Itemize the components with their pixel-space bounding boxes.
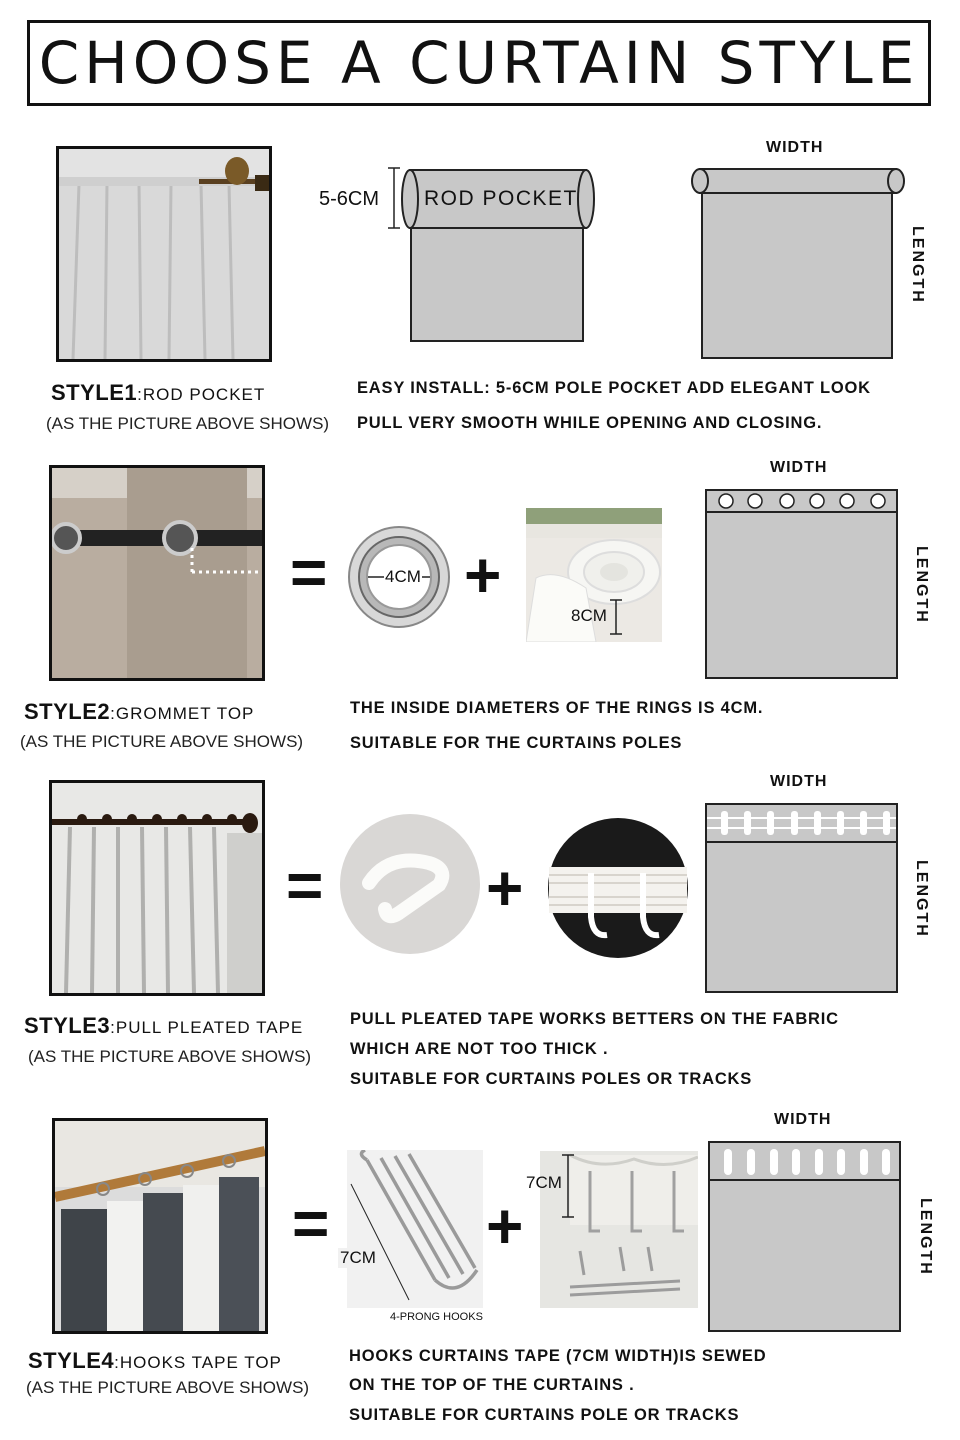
rod-pocket-panel	[410, 226, 584, 342]
style2-sub: (AS THE PICTURE ABOVE SHOWS)	[20, 732, 304, 751]
style1-name: STYLE1	[51, 380, 138, 405]
style4-plus: +	[486, 1190, 524, 1262]
style3-desc-3: SUITABLE FOR CURTAINS POLES OR TRACKS	[350, 1070, 753, 1088]
style3-photo	[49, 780, 265, 996]
style1-desc-2: PULL VERY SMOOTH WHILE OPENING AND CLOSING.	[357, 414, 823, 432]
style4-desc-1: HOOKS CURTAINS TAPE (7CM WIDTH)IS SEWED	[349, 1347, 767, 1365]
title-banner	[27, 20, 931, 106]
style3-equals: =	[286, 849, 324, 921]
style1-length-label: LENGTH	[909, 226, 926, 304]
hook-tape-photo	[540, 1151, 698, 1308]
style4-width-label: WIDTH	[774, 1111, 832, 1128]
style3-width-label: WIDTH	[770, 773, 828, 790]
style1-sub: (AS THE PICTURE ABOVE SHOWS)	[46, 414, 330, 433]
style2-caption	[24, 699, 254, 725]
ring-dim-label: 4CM	[385, 567, 421, 586]
hook-dim-label: 7CM	[340, 1248, 376, 1267]
style3-desc-2: WHICH ARE NOT TOO THICK .	[350, 1040, 609, 1058]
style3-caption	[24, 1013, 303, 1039]
style2-desc-2: SUITABLE FOR THE CURTAINS POLES	[350, 734, 683, 752]
rod-pocket-label: ROD POCKET	[424, 187, 578, 210]
style4-desc-2: ON THE TOP OF THE CURTAINS .	[349, 1376, 635, 1394]
page-title: CHOOSE A CURTAIN STYLE	[38, 29, 920, 97]
hook-tape-dim-label: 7CM	[526, 1173, 562, 1192]
style4-desc-3: SUITABLE FOR CURTAINS POLE OR TRACKS	[349, 1406, 740, 1424]
pleat-tape-icon	[547, 817, 689, 959]
style2-desc-1: THE INSIDE DIAMETERS OF THE RINGS IS 4CM.	[350, 699, 764, 717]
style4-caption	[28, 1348, 282, 1374]
style3-desc-1: PULL PLEATED TAPE WORKS BETTERS ON THE FABRIC	[350, 1010, 839, 1028]
style2-plus: +	[464, 539, 502, 611]
style4-equals: =	[292, 1187, 330, 1259]
style2-type: :GROMMET TOP	[110, 704, 255, 723]
pocket-dim-label: 5-6CM	[319, 188, 380, 210]
style1-photo	[56, 146, 272, 362]
style3-name: STYLE3	[24, 1013, 111, 1038]
style4-photo	[52, 1118, 268, 1334]
style4-name: STYLE4	[28, 1348, 115, 1373]
style2-equals: =	[290, 536, 328, 608]
tape-dim-label: 8CM	[571, 606, 607, 625]
style2-curtain-panel	[705, 489, 898, 679]
style3-sub: (AS THE PICTURE ABOVE SHOWS)	[28, 1047, 312, 1066]
grommet-holes	[707, 491, 896, 511]
style3-plus: +	[486, 852, 524, 924]
hook-icon	[339, 813, 481, 955]
hook-tape-strip	[710, 1143, 899, 1179]
prong-hooks-label: 4-PRONG HOOKS	[390, 1311, 483, 1323]
pleat-tape-strip	[707, 805, 896, 841]
style1-caption	[51, 380, 265, 406]
prong-hooks-photo	[347, 1150, 483, 1308]
style4-sub: (AS THE PICTURE ABOVE SHOWS)	[26, 1378, 310, 1397]
style1-rod	[690, 167, 906, 195]
style2-name: STYLE2	[24, 699, 111, 724]
style2-length-label: LENGTH	[913, 546, 930, 624]
style2-photo	[49, 465, 265, 681]
style1-type: :ROD POCKET	[137, 385, 266, 404]
style4-type: :HOOKS TAPE TOP	[114, 1353, 282, 1372]
style1-curtain-panel	[701, 186, 893, 359]
style2-width-label: WIDTH	[770, 459, 828, 476]
style3-length-label: LENGTH	[913, 860, 930, 938]
style1-width-label: WIDTH	[766, 139, 824, 156]
style1-desc-1: EASY INSTALL: 5-6CM POLE POCKET ADD ELEGANT LOOK	[357, 379, 871, 397]
style3-type: :PULL PLEATED TAPE	[110, 1018, 304, 1037]
style4-length-label: LENGTH	[917, 1198, 934, 1276]
